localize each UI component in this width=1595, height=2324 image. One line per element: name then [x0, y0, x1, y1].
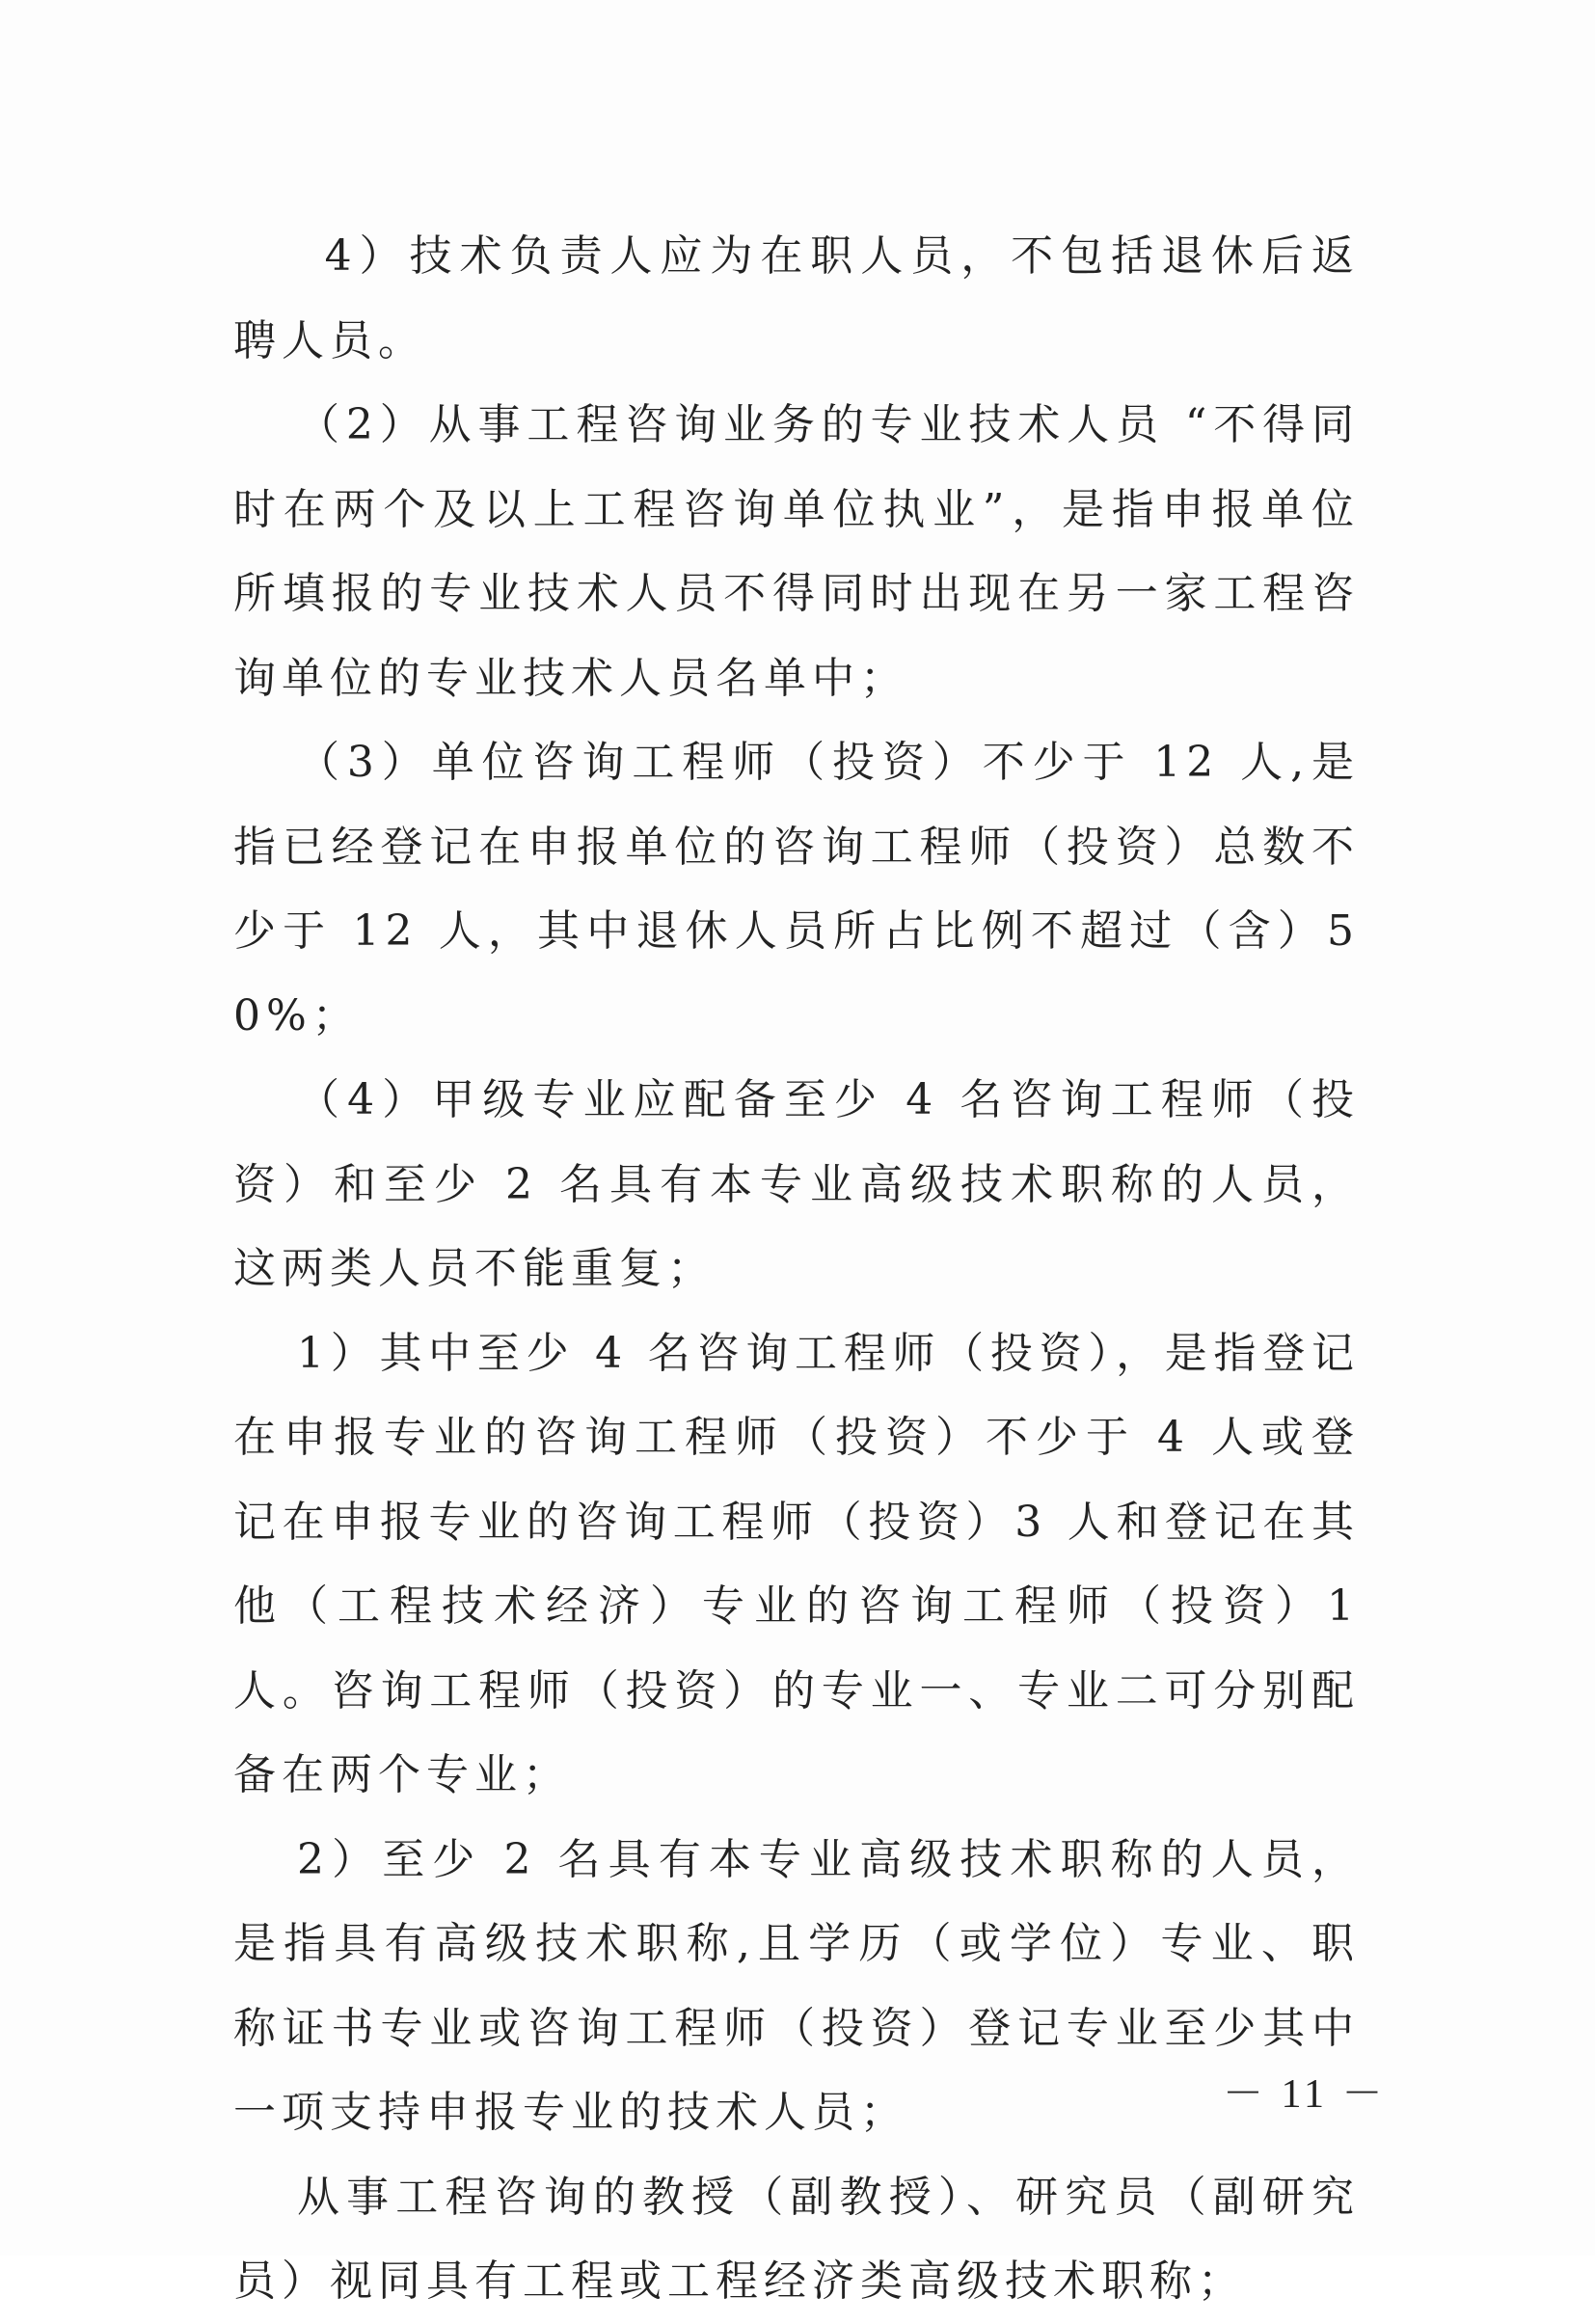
paragraph-technical-lead: 4）技术负责人应为在职人员，不包括退休后返聘人员。 [233, 231, 1360, 365]
paragraph-subitem-2: 2）至少 2 名具有本专业高级技术职称的人员，是指具有高级技术职称,且学历（或学位）专业、职称证书专业或咨询工程师（投资）登记专业至少其中一项支持申报专业的技术人员； [233, 1834, 1360, 2137]
paragraph-item-4: （4）甲级专业应配备至少 4 名咨询工程师（投资）和至少 2 名具有本专业高级技术职称的人员，这两类人员不能重复； [233, 1075, 1360, 1293]
paragraph-subitem-1: 1）其中至少 4 名咨询工程师（投资），是指登记在申报专业的咨询工程师（投资）不少于 4 人或登记在申报专业的咨询工程师（投资）3 人和登记在其他（工程技术经济）专业的咨询工程师（投资）1 人。咨询工程师（投资）的专业一、专业二可分别配备在两个专业； [233, 1328, 1360, 1799]
paragraph-item-3: （3）单位咨询工程师（投资）不少于 12 人,是指已经登记在申报单位的咨询工程师（投资）总数不少于 12 人，其中退休人员所占比例不超过（含）50%； [233, 738, 1360, 1040]
document-body [233, 214, 1360, 2324]
paragraph-professor-note: 从事工程咨询的教授（副教授）、研究员（副研究员）视同具有工程或工程经济类高级技术职称； [233, 2172, 1360, 2306]
paragraph-item-2: （2）从事工程咨询业务的专业技术人员 “不得同时在两个及以上工程咨询单位执业”，是指申报单位所填报的专业技术人员不得同时出现在另一家工程咨询单位的专业技术人员名单中； [233, 400, 1360, 703]
page-number: － 11 － [1223, 2072, 1387, 2117]
